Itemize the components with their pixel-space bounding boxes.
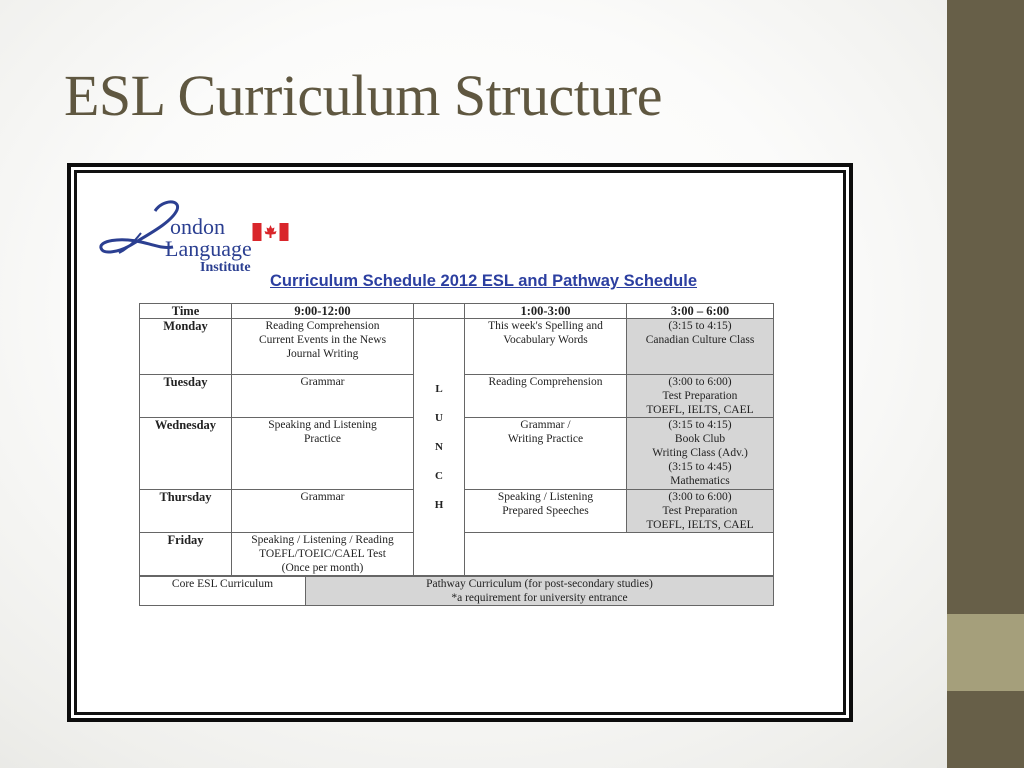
pathway-cell (627, 418, 774, 490)
schedule-document (77, 173, 843, 712)
day-cell: Thursday (140, 490, 232, 533)
pathway-cell (627, 490, 774, 533)
pathway-cell-line: Mathematics (670, 475, 730, 487)
morning-cell-line: Speaking and Listening (268, 419, 377, 431)
morning-cell (232, 533, 414, 576)
pathway-cell-line: TOEFL, IELTS, CAEL (646, 519, 754, 531)
pathway-cell-line: TOEFL, IELTS, CAEL (646, 404, 754, 416)
afternoon-cell-line: Reading Comprehension (488, 376, 603, 388)
morning-cell (232, 375, 414, 418)
legend-table (139, 576, 774, 606)
morning-cell-line: Speaking / Listening / Reading (251, 534, 394, 546)
morning-cell-line: Current Events in the News (258, 334, 387, 346)
afternoon-cell (465, 490, 627, 533)
morning-cell (232, 319, 414, 375)
morning-cell-line: Reading Comprehension (265, 320, 380, 332)
morning-cell-line: TOEFL/TOEIC/CAEL Test (259, 548, 386, 560)
day-cell: Wednesday (140, 418, 232, 490)
afternoon-cell-line: Prepared Speeches (502, 505, 589, 517)
schedule-row (140, 319, 774, 375)
schedule-title: Curriculum Schedule 2012 ESL and Pathway Schedule (270, 272, 698, 290)
pathway-cell (627, 319, 774, 375)
pathway-cell-line: Test Preparation (662, 390, 738, 402)
london-language-institute-logo (97, 193, 297, 283)
legend-pathway-line-1: Pathway Curriculum (for post-secondary studies) (426, 578, 653, 590)
morning-cell-line: Grammar (300, 376, 345, 388)
empty-afternoon-cell (465, 533, 774, 576)
pathway-cell-line: (3:00 to 6:00) (668, 491, 732, 503)
morning-cell (232, 490, 414, 533)
image-frame (67, 163, 853, 722)
morning-cell-line: (Once per month) (281, 562, 364, 574)
pathway-cell-line: (3:00 to 6:00) (668, 376, 732, 388)
logo-line-3: Institute (200, 260, 251, 275)
pathway-cell (627, 375, 774, 418)
day-cell: Tuesday (140, 375, 232, 418)
side-accent (947, 614, 1024, 691)
legend-core: Core ESL Curriculum (140, 577, 306, 606)
lunch-letter: C (435, 469, 443, 482)
pathway-cell-line: Test Preparation (662, 505, 738, 517)
lunch-letter: H (434, 498, 444, 511)
header-row (140, 304, 774, 319)
morning-cell-line: Grammar (300, 491, 345, 503)
pathway-cell-line: Canadian Culture Class (645, 334, 755, 346)
day-cell: Friday (140, 533, 232, 576)
pathway-cell-line: Book Club (674, 433, 726, 445)
legend-pathway-line-2: *a requirement for university entrance (451, 592, 628, 604)
schedule-table (139, 303, 774, 576)
afternoon-cell-line: Vocabulary Words (503, 334, 588, 346)
afternoon-cell-line: Grammar / (520, 419, 571, 431)
pathway-cell-line: (3:15 to 4:15) (668, 320, 732, 332)
header-morning: 9:00-12:00 (232, 304, 414, 319)
slide-title: ESL Curriculum Structure (64, 63, 662, 128)
pathway-cell-line: (3:15 to 4:15) (668, 419, 732, 431)
lunch-letter: L (435, 382, 443, 395)
legend-pathway (306, 577, 774, 606)
afternoon-cell (465, 319, 627, 375)
lunch-letter: N (435, 440, 443, 453)
header-pathway: 3:00 – 6:00 (627, 304, 774, 319)
morning-cell-line: Journal Writing (286, 348, 359, 360)
header-time: Time (140, 304, 232, 319)
pathway-cell-line: (3:15 to 4:45) (668, 461, 732, 473)
afternoon-cell (465, 418, 627, 490)
afternoon-cell (465, 375, 627, 418)
afternoon-cell-line: Speaking / Listening (497, 491, 594, 503)
afternoon-cell-line: This week's Spelling and (488, 320, 603, 332)
header-afternoon: 1:00-3:00 (465, 304, 627, 319)
morning-cell-line: Practice (303, 433, 342, 445)
logo-line-1: ondon (170, 214, 225, 239)
afternoon-cell-line: Writing Practice (507, 433, 584, 445)
morning-cell (232, 418, 414, 490)
pathway-cell-line: Writing Class (Adv.) (652, 447, 748, 459)
logo-line-2: Language (165, 236, 252, 261)
header-lunch (414, 304, 465, 319)
lunch-letter: U (435, 411, 443, 424)
lunch-column (414, 319, 465, 576)
day-cell: Monday (140, 319, 232, 375)
canadian-flag-icon (252, 223, 289, 241)
